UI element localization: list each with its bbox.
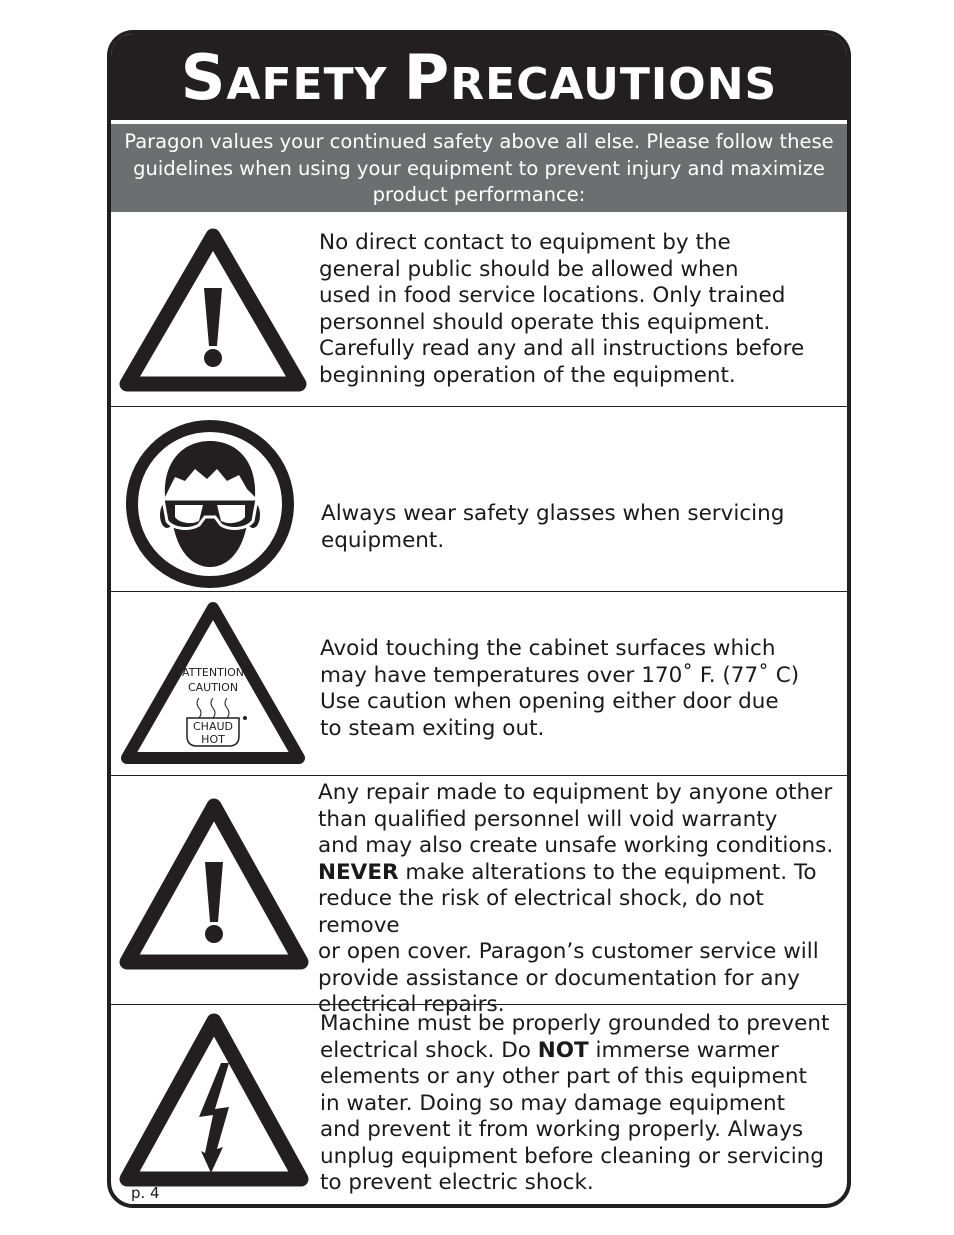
electrical-shock-warning-icon (119, 1013, 309, 1193)
title-rest-recautions: RECAUTIONS (450, 59, 778, 110)
warning-exclamation-icon (119, 228, 307, 398)
text-line: general public should be allowed when (319, 256, 739, 282)
text-line: electrical repairs. (318, 992, 505, 1017)
text-line: may have temperatures over 170˚ F. (77˚ C) (320, 662, 800, 688)
text-line: Always wear safety glasses when servicing (321, 501, 785, 526)
warning-exclamation-icon (119, 798, 309, 976)
hot-surface-warning-icon (119, 600, 307, 772)
never-emphasis: NEVER (318, 859, 399, 885)
precaution-row-5 (111, 1004, 847, 1205)
text-line: Any repair made to equipment by anyone other (318, 780, 833, 805)
icon-attention-label: ATTENTION (182, 666, 244, 679)
text-line: and prevent it from working properly. Always (320, 1117, 804, 1142)
safety-glasses-icon (123, 417, 297, 595)
precaution-row-1 (111, 216, 847, 406)
intro-text: Paragon values your continued safety above all else. Please follow these guidelines when using your equipment to prevent injury and maximize product performance: (111, 124, 847, 212)
text-fragment: make alterations to the equipment. To (398, 859, 817, 885)
text-line: Avoid touching the cabinet surfaces which (320, 636, 776, 661)
text-fragment: electrical shock. Do (320, 1037, 538, 1063)
icon-chaud-label: CHAUD (193, 720, 233, 733)
precaution-text (320, 1011, 829, 1197)
text-line: or open cover. Paragon’s customer service will (318, 939, 819, 964)
text-line (318, 860, 847, 887)
text-line: to steam exiting out. (320, 715, 545, 741)
text-line (320, 1038, 829, 1065)
precaution-text (321, 501, 784, 554)
text-line: provide assistance or documentation for any (318, 965, 800, 991)
text-line: No direct contact to equipment by the (319, 230, 731, 255)
text-line: used in food service locations. Only trained (319, 283, 786, 308)
title-initial-s: S (180, 41, 227, 114)
text-line: and may also create unsafe working conditions. (318, 833, 834, 858)
text-line: Use caution when opening either door due (320, 689, 779, 714)
safety-precautions-panel (107, 30, 851, 1208)
text-line: to prevent electric shock. (320, 1170, 594, 1195)
icon-caution-label: CAUTION (187, 681, 239, 694)
page-number: p. 4 (131, 1184, 160, 1202)
text-line: equipment. (321, 527, 445, 553)
text-line: reduce the risk of electrical shock, do not remove (318, 886, 764, 938)
text-line: beginning operation of the equipment. (319, 362, 736, 388)
icon-hot-label: HOT (201, 733, 225, 746)
text-line: elements or any other part of this equipment (320, 1064, 807, 1089)
title-rest-afety: AFETY (226, 59, 388, 110)
precaution-text (319, 230, 804, 389)
text-line: Machine must be properly grounded to prevent (320, 1011, 830, 1036)
text-line: in water. Doing so may damage equipment (320, 1090, 786, 1116)
precaution-row-4 (111, 775, 847, 1017)
precaution-row-2 (111, 406, 847, 592)
page-title (111, 34, 847, 120)
text-fragment: immerse warmer (588, 1037, 779, 1063)
precaution-text (320, 636, 799, 742)
precaution-row-3 (111, 591, 847, 776)
text-line: unplug equipment before cleaning or servicing (320, 1143, 824, 1169)
precaution-text (318, 780, 847, 1019)
title-initial-p: P (403, 41, 451, 114)
text-line: than qualified personnel will void warranty (318, 806, 778, 832)
text-line: personnel should operate this equipment. (319, 309, 771, 335)
not-emphasis: NOT (537, 1037, 589, 1063)
text-line: Carefully read any and all instructions before (319, 336, 805, 361)
